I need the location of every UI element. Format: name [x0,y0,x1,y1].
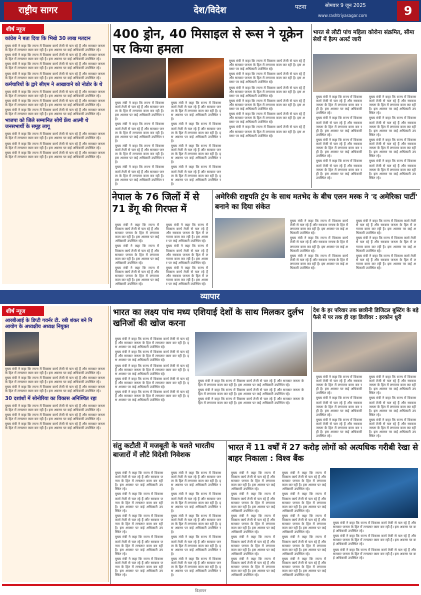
article-text: मुख्य मंत्री ने कहा कि राज्य में विकास कार्य तेजी से चल रहे हैं और सरकार जनता के हित में लगातार काम कर रही है। इस अवसर पर कई अधिकारी उपस्थित रहे। [231,556,275,578]
article-text: मुख्य मंत्री ने कहा कि राज्य में विकास कार्य तेजी से चल रहे हैं और सरकार जनता के हित में लगातार काम कर रही है। इस अवसर पर कई अधिकारी उपस्थित रहे। [316,116,362,137]
article-text: मुख्य मंत्री ने कहा कि राज्य में विकास कार्य तेजी से चल रहे हैं और सरकार जनता के हित में लगातार काम कर रही है। इस अवसर पर कई अधिकारी उपस्थित रहे। [166,265,208,287]
article-text: मुख्य मंत्री ने कहा कि राज्य में विकास कार्य तेजी से चल रहे हैं और सरकार जनता के हित में लगातार काम कर रही है। इस अवसर पर कई अधिकारी उपस्थित रहे। [198,388,304,397]
article-text: मुख्य मंत्री ने कहा कि राज्य में विकास कार्य तेजी से चल रहे हैं और सरकार जनता के हित में लगातार काम कर रही है। इस अवसर पर कई अधिकारी उपस्थित रहे। [316,95,362,116]
row-rule [112,189,420,190]
lead-headline: 400 ड्रोन, 40 मिसाइल से रूस ने यूक्रेन पर किया हमला [113,26,303,56]
covid-headline: भारत से लौटी पांच महिला कोरोना संक्रमित, सीमा सेवों में हैल्प अलर्ट जारी [313,30,415,43]
article-text: मुख्य मंत्री ने कहा कि राज्य में विकास कार्य तेजी से चल रहे हैं और सरकार जनता के हित में लगातार काम कर रही है। इस अवसर पर कई अधिकारी उपस्थित रहे। [171,101,221,122]
sidebar-headline: आरबीआई के डिप्टी गवर्नर टी. रबी शंकर बने नि आयोग के अध्यक्षीय अध्यक्ष नियुक्त [5,318,93,330]
article-text: मुख्य मंत्री ने कहा कि राज्य में विकास कार्य तेजी से चल रहे हैं और सरकार जनता के हित में लगातार काम कर रही है। इस अवसर पर कई अधिकारी उपस्थित रहे। [5,421,105,431]
article-text: मुख्य मंत्री ने कहा कि राज्य में विकास कार्य तेजी से चल रहे हैं और सरकार जनता के हित में लगातार काम कर रही है। इस अवसर पर कई अधिकारी उपस्थित रहे। [5,132,105,141]
article-text: मुख्य मंत्री ने कहा कि राज्य में विकास कार्य तेजी से चल रहे हैं और सरकार जनता के हित में लगातार काम कर रही है। इस अवसर पर कई अधिकारी उपस्थित रहे। [231,513,275,535]
article-text: मुख्य मंत्री ने कहा कि राज्य में विकास कार्य तेजी से चल रहे हैं और सरकार जनता के हित में लगातार काम कर रही है। इस अवसर पर कई अधिकारी उपस्थित रहे। [166,244,208,265]
article-text: मुख्य मंत्री ने कहा कि राज्य में विकास कार्य तेजी से चल रहे हैं और सरकार जनता के हित में लगातार काम कर रही है। इस अवसर पर कई अधिकारी उपस्थित रहे। [356,236,416,253]
article-text: मुख्य मंत्री ने कहा कि राज्य में विकास कार्य तेजी से चल रहे हैं और सरकार जनता के हित में लगातार काम कर रही है। इस अवसर पर कई अधिकारी उपस्थित रहे। [5,403,105,412]
lead-photo-right [168,58,224,98]
article-text: मुख्य मंत्री ने कहा कि राज्य में विकास कार्य तेजी से चल रहे हैं और सरकार जनता के हित में लगातार काम कर रही है। इस अवसर पर कई अधिकारी उपस्थित रहे। [369,137,416,159]
article-text: मुख्य मंत्री ने कहा कि राज्य में विकास कार्य तेजी से चल रहे हैं और सरकार जनता के हित में लगातार काम कर रही है। इस अवसर पर कई अधिकारी उपस्थित रहे। [115,376,189,390]
article-text: मुख्य मंत्री ने कहा कि राज्य में विकास कार्य तेजी से चल रहे हैं और सरकार जनता के हित में लगातार काम कर रही है। इस अवसर पर कई अधिकारी उपस्थित रहे। [115,350,189,363]
article-text: मुख्य मंत्री ने कहा कि राज्य में विकास कार्य तेजी से चल रहे हैं और सरकार जनता के हित में लगातार काम कर रही है। इस अवसर पर कई अधिकारी उपस्थित रहे। [231,535,275,556]
trade-photo [195,332,307,376]
article-text: मुख्य मंत्री ने कहा कि राज्य में विकास कार्य तेजी से चल रहे हैं और सरकार जनता के हित में लगातार काम कर रही है। इस अवसर पर कई अधिकारी उपस्थित रहे। [5,44,105,53]
article-text: मुख्य मंत्री ने कहा कि राज्य में विकास कार्य तेजी से चल रहे हैं और सरकार जनता के हित में लगातार काम कर रही है। इस अवसर पर कई अधिकारी उपस्थित रहे। [5,412,105,421]
article-text: मुख्य मंत्री ने कहा कि राज्य में विकास कार्य तेजी से चल रहे हैं और सरकार जनता के हित में लगातार काम कर रही है। इस अवसर पर कई अधिकारी उपस्थित रहे। [282,556,326,578]
article-text: मुख्य मंत्री ने कहा कि राज्य में विकास कार्य तेजी से चल रहे हैं और सरकार जनता के हित में लगातार काम कर रही है। इस अवसर पर कई अधिकारी उपस्थित रहे। [5,53,105,62]
article-text: मुख्य मंत्री ने कहा कि राज्य में विकास कार्य तेजी से चल रहे हैं और सरकार जनता के हित में लगातार काम कर रही है। इस अवसर पर कई अधिकारी उपस्थित रहे। [115,390,189,403]
column-rule [110,24,111,288]
article-text: मुख्य मंत्री ने कहा कि राज्य में विकास कार्य तेजी से चल रहे हैं और सरकार जनता के हित में लगातार काम कर रही है। इस अवसर पर कई अधिकारी उपस्थित रहे। [231,471,275,492]
article-text: मुख्य मंत्री ने कहा कि राज्य में विकास कार्य तेजी से चल रहे हैं और सरकार जनता के हित में लगातार काम कर रही है। इस अवसर पर कई अधिकारी उपस्थित रहे। [369,116,416,137]
city-label: पटना [295,4,307,11]
article-text: मुख्य मंत्री ने कहा कि राज्य में विकास कार्य तेजी से चल रहे हैं और सरकार जनता के हित में लगातार काम कर रही है। इस अवसर पर कई अधिकारी उपस्थित रहे। [356,253,416,271]
article-text: मुख्य मंत्री ने कहा कि राज्य में विकास कार्य तेजी से चल रहे हैं और सरकार जनता के हित में लगातार काम कर रही है। इस अवसर पर कई अधिकारी उपस्थित रहे। [369,375,416,396]
article-text: मुख्य मंत्री ने कहा कि राज्य में विकास कार्य तेजी से चल रहे हैं और सरकार जनता के हित में लगातार काम कर रही है। इस अवसर पर कई अधिकारी उपस्थित रहे। [290,253,348,271]
worldbank-headline: भारत में 11 वर्षों में 27 करोड़ लोगों को अत्यधिक गरीबी रेखा से बाहर निकाला : विश्व बैंक [228,443,418,463]
column-rule [311,306,312,440]
article-text: मुख्य मंत्री ने कहा कि राज्य में विकास कार्य तेजी से चल रहे हैं और सरकार जनता के हित में लगातार काम कर रही है। इस अवसर पर कई अधिकारी उपस्थित रहे। [198,397,304,406]
fii-headline: संतु कटौती में मजबूती के चलते भारतीय बाजारों में लौटे विदेशी निवेशक [113,442,215,459]
article-text: मुख्य मंत्री ने कहा कि राज्य में विकास कार्य तेजी से चल रहे हैं और सरकार जनता के हित में लगातार काम कर रही है। इस अवसर पर कई अधिकारी उपस्थित रहे। [115,363,189,376]
article-text: मुख्य मंत्री ने कहा कि राज्य में विकास कार्य तेजी से चल रहे हैं और सरकार जनता के हित में लगातार काम कर रही है। इस अवसर पर कई अधिकारी उपस्थित रहे। [5,141,105,150]
article-text: मुख्य मंत्री ने कहा कि राज्य में विकास कार्य तेजी से चल रहे हैं और सरकार जनता के हित में लगातार काम कर रही है। इस अवसर पर कई अधिकारी उपस्थित रहे। [115,265,159,287]
article-text: मुख्य मंत्री ने कहा कि राज्य में विकास कार्य तेजी से चल रहे हैं और सरकार जनता के हित में लगातार काम कर रही है। इस अवसर पर कई अधिकारी उपस्थित रहे। [282,535,326,556]
article-text: मुख्य मंत्री ने कहा कि राज्य में विकास कार्य तेजी से चल रहे हैं और सरकार जनता के हित में लगातार काम कर रही है। इस अवसर पर कई अधिकारी उपस्थित रहे। [198,379,304,388]
article-text: मुख्य मंत्री ने कहा कि राज्य में विकास कार्य तेजी से चल रहे हैं और सरकार जनता के हित में लगातार काम कर रही है। इस अवसर पर कई अधिकारी उपस्थित रहे। [229,112,305,125]
article-text: मुख्य मंत्री ने कहा कि राज्य में विकास कार्य तेजी से चल रहे हैं और सरकार जनता के हित में लगातार काम कर रही है। इस अवसर पर कई अधिकारी उपस्थित रहे। [115,492,163,513]
digital-photo [313,332,417,372]
sidebar-headline: कांग्रेस ने बता दिया कि भिखे 30 लाख मतदान [5,36,91,42]
article-text: मुख्य मंत्री ने कहा कि राज्य में विकास कार्य तेजी से चल रहे हैं और सरकार जनता के हित में लगातार काम कर रही है। इस अवसर पर कई अधिकारी उपस्थित रहे। [115,513,163,535]
column-rule [212,190,213,288]
article-text: मुख्य मंत्री ने कहा कि राज्य में विकास कार्य तेजी से चल रहे हैं और सरकार जनता के हित में लगातार काम कर रही है। इस अवसर पर कई अधिकारी उपस्थित रहे। [115,556,163,578]
article-text: मुख्य मंत्री ने कहा कि राज्य में विकास कार्य तेजी से चल रहे हैं और सरकार जनता के हित में लगातार काम कर रही है। इस अवसर पर कई अधिकारी उपस्थित रहे। [333,534,416,547]
nepal-headline: नेपाल के 76 जिलों में से 71 डेंगू की गिरफ्त में [112,192,200,215]
article-text: मुख्य मंत्री ने कहा कि राज्य में विकास कार्य तेजी से चल रहे हैं और सरकार जनता के हित में लगातार काम कर रही है। इस अवसर पर कई अधिकारी उपस्थित रहे। [171,556,221,578]
article-text: मुख्य मंत्री ने कहा कि राज्य में विकास कार्य तेजी से चल रहे हैं और सरकार जनता के हित में लगातार काम कर रही है। इस अवसर पर कई अधिकारी उपस्थित रहे। [171,122,221,143]
article-text: मुख्य मंत्री ने कहा कि राज्य में विकास कार्य तेजी से चल रहे हैं और सरकार जनता के हित में लगातार काम कर रही है। इस अवसर पर कई अधिकारी उपस्थित रहे। [171,535,221,556]
article-text: मुख्य मंत्री ने कहा कि राज्य में विकास कार्य तेजी से चल रहे हैं और सरकार जनता के हित में लगातार काम कर रही है। इस अवसर पर कई अधिकारी उपस्थित रहे। [282,471,326,492]
column-rule [110,306,111,584]
page-footer [0,588,421,595]
section-band-label: व्यापार [200,292,220,301]
footer-ad-label: विज्ञापन [195,588,207,593]
article-text: मुख्य मंत्री ने कहा कि राज्य में विकास कार्य तेजी से चल रहे हैं और सरकार जनता के हित में लगातार काम कर रही है। इस अवसर पर कई अधिकारी उपस्थित रहे। [316,159,362,180]
sidebar-headline: भाजपा को जिले सम्मानित सोचें फ्रेंच आत्मी थे जनसभार्थी के समूह लागू [5,118,89,131]
article-text: मुख्य मंत्री ने कहा कि राज्य में विकास कार्य तेजी से चल रहे हैं और सरकार जनता के हित में लगातार काम कर रही है। इस अवसर पर कई अधिकारी उपस्थित रहे। [115,143,164,165]
article-text: मुख्य मंत्री ने कहा कि राज्य में विकास कार्य तेजी से चल रहे हैं और सरकार जनता के हित में लगातार काम कर रही है। इस अवसर पर कई अधिकारी उपस्थित रहे। [171,513,221,535]
sidebar-headline: 30 दशांशों में सोनोरिया का विकास अनिश्चित रहा [5,395,97,402]
page-number: 9 [397,1,419,21]
article-text: मुख्य मंत्री ने कहा कि राज्य में विकास कार्य तेजी से चल रहे हैं और सरकार जनता के हित में लगातार काम कर रही है। इस अवसर पर कई अधिकारी उपस्थित रहे। [166,223,208,244]
article-text: मुख्य मंत्री ने कहा कि राज्य में विकास कार्य तेजी से चल रहे हैं और सरकार जनता के हित में लगातार काम कर रही है। इस अवसर पर कई अधिकारी उपस्थित रहे। [171,165,221,186]
sidebar-bottom-news [2,306,109,582]
article-text: मुख्य मंत्री ने कहा कि राज्य में विकास कार्य तेजी से चल रहे हैं और सरकार जनता के हित में लगातार काम कर रही है। इस अवसर पर कई अधिकारी उपस्थित रहे। [333,521,416,534]
article-text: मुख्य मंत्री ने कहा कि राज्य में विकास कार्य तेजी से चल रहे हैं और सरकार जनता के हित में लगातार काम कर रही है। इस अवसर पर कई अधिकारी उपस्थित रहे। [369,95,416,116]
sidebar-top-news [2,24,109,284]
trade-headline: भारत का लक्ष्य पांच मध्य एशियाई देशों के साथ मिलकर दुर्लभ खनिजों की खोज करना [113,308,304,329]
bottom-red-strip [2,584,419,586]
article-text: मुख्य मंत्री ने कहा कि राज्य में विकास कार्य तेजी से चल रहे हैं और सरकार जनता के हित में लगातार काम कर रही है। इस अवसर पर कई अधिकारी उपस्थित रहे। [316,396,362,417]
article-text: मुख्य मंत्री ने कहा कि राज्य में विकास कार्य तेजी से चल रहे हैं और सरकार जनता के हित में लगातार काम कर रही है। इस अवसर पर कई अधिकारी उपस्थित रहे। [282,492,326,513]
article-text: मुख्य मंत्री ने कहा कि राज्य में विकास कार्य तेजी से चल रहे हैं और सरकार जनता के हित में लगातार काम कर रही है। इस अवसर पर कई अधिकारी उपस्थित रहे। [229,85,305,98]
article-text: मुख्य मंत्री ने कहा कि राज्य में विकास कार्य तेजी से चल रहे हैं और सरकार जनता के हित में लगातार काम कर रही है। इस अवसर पर कई अधिकारी उपस्थित रहे। [316,375,362,396]
article-text: मुख्य मंत्री ने कहा कि राज्य में विकास कार्य तेजी से चल रहे हैं और सरकार जनता के हित में लगातार काम कर रही है। इस अवसर पर कई अधिकारी उपस्थित रहे। [115,535,163,556]
article-text: मुख्य मंत्री ने कहा कि राज्य में विकास कार्य तेजी से चल रहे हैं और सरकार जनता के हित में लगातार काम कर रही है। इस अवसर पर कई अधिकारी उपस्थित रहे। [115,122,164,143]
article-text: मुख्य मंत्री ने कहा कि राज्य में विकास कार्य तेजी से चल रहे हैं और सरकार जनता के हित में लगातार काम कर रही है। इस अवसर पर कई अधिकारी उपस्थित रहे। [115,244,159,265]
article-text: मुख्य मंत्री ने कहा कि राज्य में विकास कार्य तेजी से चल रहे हैं और सरकार जनता के हित में लगातार काम कर रही है। इस अवसर पर कई अधिकारी उपस्थित रहे। [115,101,164,122]
article-text: मुख्य मंत्री ने कहा कि राज्य में विकास कार्य तेजी से चल रहे हैं और सरकार जनता के हित में लगातार काम कर रही है। इस अवसर पर कई अधिकारी उपस्थित रहे। [115,165,164,186]
article-text: मुख्य मंत्री ने कहा कि राज्य में विकास कार्य तेजी से चल रहे हैं और सरकार जनता के हित में लगातार काम कर रही है। इस अवसर पर कई अधिकारी उपस्थित रहे। [115,223,159,244]
article-text: मुख्य मंत्री ने कहा कि राज्य में विकास कार्य तेजी से चल रहे हैं और सरकार जनता के हित में लगातार काम कर रही है। इस अवसर पर कई अधिकारी उपस्थित रहे। [115,337,189,350]
article-text: मुख्य मंत्री ने कहा कि राज्य में विकास कार्य तेजी से चल रहे हैं और सरकार जनता के हित में लगातार काम कर रही है। इस अवसर पर कई अधिकारी उपस्थित रहे। [171,471,221,492]
article-text: मुख्य मंत्री ने कहा कि राज्य में विकास कार्य तेजी से चल रहे हैं और सरकार जनता के हित में लगातार काम कर रही है। इस अवसर पर कई अधिकारी उपस्थित रहे। [5,376,105,385]
sidebar-headline: कर्मचारियों के द्वारे सीएम ने आखावाने को नोडोर के थे [5,81,103,88]
worldbank-photo [330,468,418,518]
lead-photo-left [112,58,166,98]
sidebar-tag: शीर्ष न्यूज [2,306,44,316]
article-text: मुख्य मंत्री ने कहा कि राज्य में विकास कार्य तेजी से चल रहे हैं और सरकार जनता के हित में लगातार काम कर रही है। इस अवसर पर कई अधिकारी उपस्थित रहे। [5,98,105,108]
masthead [0,0,421,22]
article-text: मुख्य मंत्री ने कहा कि राज्य में विकास कार्य तेजी से चल रहे हैं और सरकार जनता के हित में लगातार काम कर रही है। इस अवसर पर कई अधिकारी उपस्थित रहे। [316,137,362,159]
us-photo [215,218,285,258]
article-text: मुख्य मंत्री ने कहा कि राज्य में विकास कार्य तेजी से चल रहे हैं और सरकार जनता के हित में लगातार काम कर रही है। इस अवसर पर कई अधिकारी उपस्थित रहे। [290,236,348,253]
article-text: मुख्य मंत्री ने कहा कि राज्य में विकास कार्य तेजी से चल रहे हैं और सरकार जनता के हित में लगातार काम कर रही है। इस अवसर पर कई अधिकारी उपस्थित रहे। [290,219,348,236]
covid-photo [313,54,417,92]
article-text: मुख्य मंत्री ने कहा कि राज्य में विकास कार्य तेजी से चल रहे हैं और सरकार जनता के हित में लगातार काम कर रही है। इस अवसर पर कई अधिकारी उपस्थित रहे। [5,62,105,71]
brand-name: राष्ट्रीय सागर [4,2,72,20]
article-text: मुख्य मंत्री ने कहा कि राज्य में विकास कार्य तेजी से चल रहे हैं और सरकार जनता के हित में लगातार काम कर रही है। इस अवसर पर कई अधिकारी उपस्थित रहे। [229,59,305,72]
section-title: देश/विदेश [193,6,227,16]
article-text: मुख्य मंत्री ने कहा कि राज्य में विकास कार्य तेजी से चल रहे हैं और सरकार जनता के हित में लगातार काम कर रही है। इस अवसर पर कई अधिकारी उपस्थित रहे। [171,143,221,165]
article-text: मुख्य मंत्री ने कहा कि राज्य में विकास कार्य तेजी से चल रहे हैं और सरकार जनता के हित में लगातार काम कर रही है। इस अवसर पर कई अधिकारी उपस्थित रहे। [333,547,416,560]
article-text: मुख्य मंत्री ने कहा कि राज्य में विकास कार्य तेजी से चल रहे हैं और सरकार जनता के हित में लगातार काम कर रही है। इस अवसर पर कई अधिकारी उपस्थित रहे। [229,72,305,85]
article-text: मुख्य मंत्री ने कहा कि राज्य में विकास कार्य तेजी से चल रहे हैं और सरकार जनता के हित में लगातार काम कर रही है। इस अवसर पर कई अधिकारी उपस्थित रहे। [369,396,416,417]
article-text: मुख्य मंत्री ने कहा कि राज्य में विकास कार्य तेजी से चल रहे हैं और सरकार जनता के हित में लगातार काम कर रही है। इस अवसर पर कई अधिकारी उपस्थित रहे। [5,89,105,98]
article-text: मुख्य मंत्री ने कहा कि राज्य में विकास कार्य तेजी से चल रहे हैं और सरकार जनता के हित में लगातार काम कर रही है। इस अवसर पर कई अधिकारी उपस्थित रहे। [229,125,305,138]
article-text: मुख्य मंत्री ने कहा कि राज्य में विकास कार्य तेजी से चल रहे हैं और सरकार जनता के हित में लगातार काम कर रही है। इस अवसर पर कई अधिकारी उपस्थित रहे। [316,417,362,439]
section-band [0,290,421,304]
site-url[interactable]: www.rashtriyasagar.com [318,13,368,18]
article-text: मुख्य मंत्री ने कहा कि राज्य में विकास कार्य तेजी से चल रहे हैं और सरकार जनता के हित में लगातार काम कर रही है। इस अवसर पर कई अधिकारी उपस्थित रहे। [5,71,105,80]
digital-headline: देश के हर परिवार तक छात्रीनी डिजिटल बूस्टिंग के बड़े फैसे में पर तक ही रहा डिजीवर : इरकोन धुरी [313,308,419,321]
official-portrait [5,332,39,366]
row-rule [112,440,420,441]
column-rule [226,441,227,584]
article-text: मुख्य मंत्री ने कहा कि राज्य में विकास कार्य तेजी से चल रहे हैं और सरकार जनता के हित में लगातार काम कर रही है। इस अवसर पर कई अधिकारी उपस्थित रहे। [5,367,105,376]
column-rule [311,24,312,188]
article-text: मुख्य मंत्री ने कहा कि राज्य में विकास कार्य तेजी से चल रहे हैं और सरकार जनता के हित में लगातार काम कर रही है। इस अवसर पर कई अधिकारी उपस्थित रहे। [369,159,416,180]
us-headline: अमेरिकी राष्ट्रपति ट्रंप के साथ मतभेद के बीच एलन मस्क ने 'द अमेरिका पार्टी' बनाने का दिया संकेत [215,192,418,211]
article-text: मुख्य मंत्री ने कहा कि राज्य में विकास कार्य तेजी से चल रहे हैं और सरकार जनता के हित में लगातार काम कर रही है। इस अवसर पर कई अधिकारी उपस्थित रहे। [229,98,305,112]
article-text: मुख्य मंत्री ने कहा कि राज्य में विकास कार्य तेजी से चल रहे हैं और सरकार जनता के हित में लगातार काम कर रही है। इस अवसर पर कई अधिकारी उपस्थित रहे। [115,471,163,492]
article-text: मुख्य मंत्री ने कहा कि राज्य में विकास कार्य तेजी से चल रहे हैं और सरकार जनता के हित में लगातार काम कर रही है। इस अवसर पर कई अधिकारी उपस्थित रहे। [369,417,416,439]
article-text: मुख्य मंत्री ने कहा कि राज्य में विकास कार्य तेजी से चल रहे हैं और सरकार जनता के हित में लगातार काम कर रही है। इस अवसर पर कई अधिकारी उपस्थित रहे। [5,150,105,159]
article-text: मुख्य मंत्री ने कहा कि राज्य में विकास कार्य तेजी से चल रहे हैं और सरकार जनता के हित में लगातार काम कर रही है। इस अवसर पर कई अधिकारी उपस्थित रहे। [5,108,105,117]
article-text: मुख्य मंत्री ने कहा कि राज्य में विकास कार्य तेजी से चल रहे हैं और सरकार जनता के हित में लगातार काम कर रही है। इस अवसर पर कई अधिकारी उपस्थित रहे। [282,513,326,535]
sidebar-tag: शीर्ष न्यूज [2,24,44,34]
article-text: मुख्य मंत्री ने कहा कि राज्य में विकास कार्य तेजी से चल रहे हैं और सरकार जनता के हित में लगातार काम कर रही है। इस अवसर पर कई अधिकारी उपस्थित रहे। [5,385,105,394]
issue-date: सोमवार 9 जून 2025 [325,3,366,9]
article-text: मुख्य मंत्री ने कहा कि राज्य में विकास कार्य तेजी से चल रहे हैं और सरकार जनता के हित में लगातार काम कर रही है। इस अवसर पर कई अधिकारी उपस्थित रहे। [231,492,275,513]
article-text: मुख्य मंत्री ने कहा कि राज्य में विकास कार्य तेजी से चल रहे हैं और सरकार जनता के हित में लगातार काम कर रही है। इस अवसर पर कई अधिकारी उपस्थित रहे। [356,219,416,236]
article-text: मुख्य मंत्री ने कहा कि राज्य में विकास कार्य तेजी से चल रहे हैं और सरकार जनता के हित में लगातार काम कर रही है। इस अवसर पर कई अधिकारी उपस्थित रहे। [171,492,221,513]
